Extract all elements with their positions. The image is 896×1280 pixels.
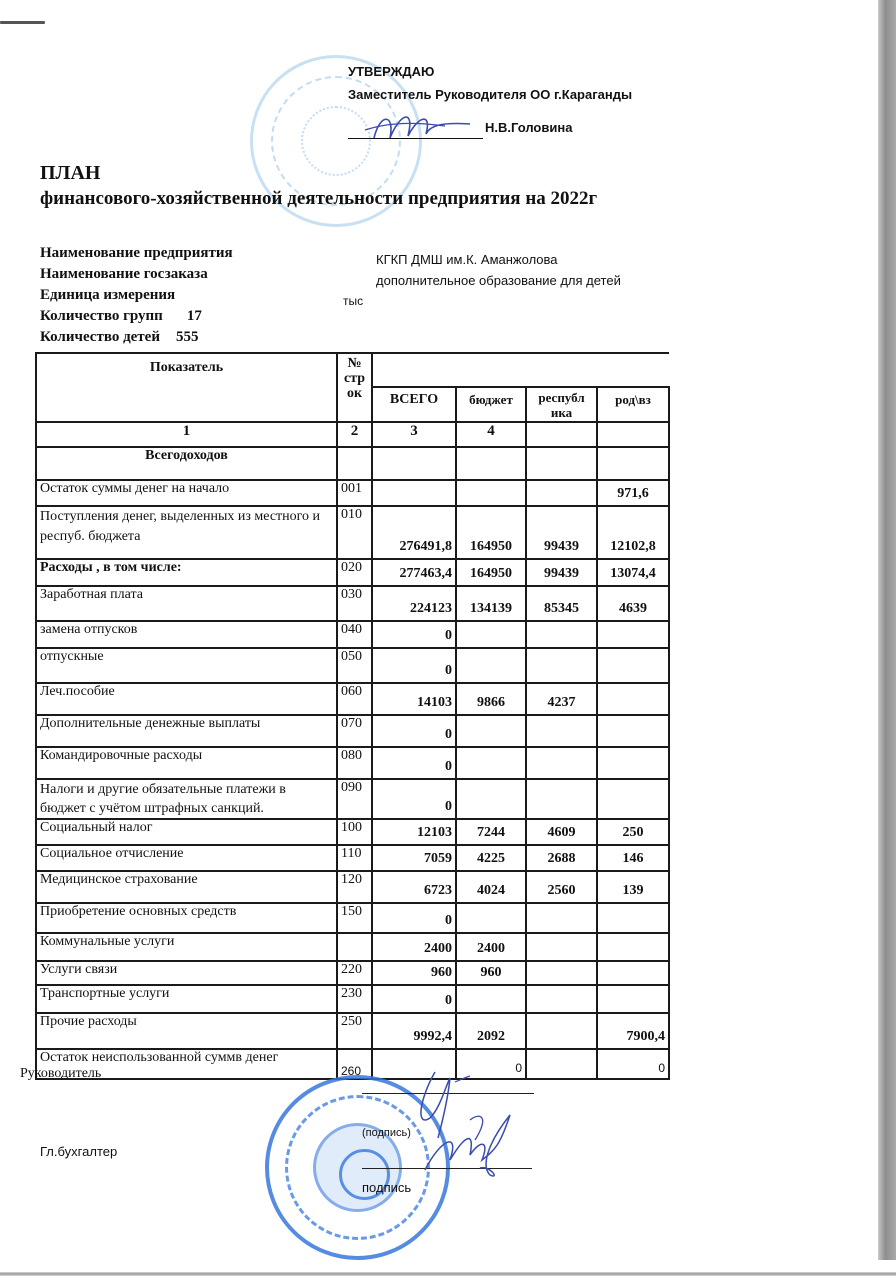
row-code: 030 [337, 586, 372, 621]
meta-labels [40, 243, 233, 348]
accountant-label: Гл.бухгалтер [40, 1144, 118, 1159]
table-row [36, 985, 669, 1013]
row-total: 7059 [372, 845, 456, 871]
row-code: 090 [337, 779, 372, 819]
row-code: 040 [337, 621, 372, 648]
financial-plan-table [35, 352, 670, 1080]
row-total: 0 [372, 985, 456, 1013]
table-row [36, 819, 669, 845]
row-parent: 4639 [597, 586, 669, 621]
row-budget: 2092 [456, 1013, 526, 1049]
table-row [36, 648, 669, 683]
row-budget [456, 985, 526, 1013]
colnum-2: 2 [337, 422, 372, 447]
table-row [36, 559, 669, 586]
row-budget [456, 648, 526, 683]
row-total: 0 [372, 747, 456, 779]
section-title: Всегодоходов [36, 447, 337, 480]
row-name: Поступления денег, выделенных из местного и респуб. бюджета [36, 506, 337, 559]
row-parent [597, 779, 669, 819]
table-row [36, 1013, 669, 1049]
row-name: отпускные [36, 648, 337, 683]
row-parent: 13074,4 [597, 559, 669, 586]
row-parent: 0 [597, 1049, 669, 1079]
row-code [337, 933, 372, 961]
table-row [36, 586, 669, 621]
approval-position: Заместитель Руководителя ОО г.Караганды [348, 87, 633, 102]
row-name: Прочие расходы [36, 1013, 337, 1049]
row-total: 0 [372, 648, 456, 683]
row-republic: 99439 [526, 506, 597, 559]
row-parent [597, 715, 669, 747]
table-row [36, 961, 669, 985]
row-republic [526, 985, 597, 1013]
row-name: Медицинское страхование [36, 871, 337, 903]
header-total: ВСЕГО [372, 387, 456, 422]
colnum-6 [597, 422, 669, 447]
row-name: Леч.пособие [36, 683, 337, 715]
unit-value: тыс [343, 294, 364, 308]
row-republic: 4237 [526, 683, 597, 715]
row-code: 220 [337, 961, 372, 985]
row-budget: 2400 [456, 933, 526, 961]
row-code: 070 [337, 715, 372, 747]
colnum-3: 3 [372, 422, 456, 447]
row-name: замена отпусков [36, 621, 337, 648]
row-parent [597, 903, 669, 933]
row-total: 0 [372, 903, 456, 933]
row-code: 260 [337, 1049, 372, 1079]
row-parent: 7900,4 [597, 1013, 669, 1049]
header-republic: республ ика [526, 387, 597, 422]
row-total: 12103 [372, 819, 456, 845]
row-name: Расходы , в том числе: [36, 559, 337, 586]
row-total: 9992,4 [372, 1013, 456, 1049]
unit-label: Единица измерения [40, 287, 176, 303]
row-parent [597, 648, 669, 683]
row-republic [526, 621, 597, 648]
row-budget: 164950 [456, 506, 526, 559]
row-republic [526, 903, 597, 933]
row-parent [597, 747, 669, 779]
table-row [36, 747, 669, 779]
colnum-4: 4 [456, 422, 526, 447]
row-name: Дополнительные денежные выплаты [36, 715, 337, 747]
row-total: 0 [372, 715, 456, 747]
row-budget: 4225 [456, 845, 526, 871]
row-budget [456, 715, 526, 747]
row-total: 960 [372, 961, 456, 985]
row-parent: 12102,8 [597, 506, 669, 559]
document-title [40, 160, 597, 212]
row-code: 100 [337, 819, 372, 845]
row-name: Социальный налог [36, 819, 337, 845]
row-name: Налоги и другие обязательные платежи в бюджет с учётом штрафных санкций. [36, 779, 337, 819]
row-total: 0 [372, 621, 456, 648]
groups-value: 17 [186, 308, 202, 324]
row-parent: 971,6 [597, 480, 669, 506]
row-republic: 4609 [526, 819, 597, 845]
row-republic [526, 1013, 597, 1049]
enterprise-value: КГКП ДМШ им.К. Аманжолова [376, 252, 558, 267]
table-row [36, 480, 669, 506]
row-budget [456, 747, 526, 779]
accountant-signature-icon [420, 1110, 520, 1190]
row-parent [597, 961, 669, 985]
row-total [372, 480, 456, 506]
row-budget: 7244 [456, 819, 526, 845]
children-value: 555 [175, 329, 199, 345]
groups-label: Количество групп [40, 308, 163, 324]
row-republic: 2688 [526, 845, 597, 871]
row-name: Заработная плата [36, 586, 337, 621]
head-label: Руководитель [20, 1066, 102, 1081]
scan-edge-bottom [0, 1272, 896, 1276]
table-row [36, 621, 669, 648]
row-budget: 0 [456, 1049, 526, 1079]
header-indicator: Показатель [36, 353, 337, 422]
row-budget: 960 [456, 961, 526, 985]
table-row [36, 871, 669, 903]
row-republic [526, 961, 597, 985]
colnum-1: 1 [36, 422, 337, 447]
row-code: 120 [337, 871, 372, 903]
row-republic [526, 747, 597, 779]
row-total: 0 [372, 779, 456, 819]
row-code: 230 [337, 985, 372, 1013]
order-label: Наименование госзаказа [40, 266, 208, 282]
table-row [36, 779, 669, 819]
row-republic [526, 648, 597, 683]
row-code: 020 [337, 559, 372, 586]
scan-edge-right [878, 0, 896, 1260]
row-republic: 99439 [526, 559, 597, 586]
title-line-2: финансового-хозяйственной деятельности предприятия на 2022г [40, 188, 598, 209]
header-row-number: № стр ок [337, 353, 372, 422]
row-republic [526, 779, 597, 819]
row-budget: 4024 [456, 871, 526, 903]
row-republic: 85345 [526, 586, 597, 621]
row-parent [597, 933, 669, 961]
approval-signature-icon [360, 108, 480, 148]
title-line-1: ПЛАН [40, 162, 101, 184]
header-budget: бюджет [456, 387, 526, 422]
row-budget [456, 779, 526, 819]
row-parent [597, 621, 669, 648]
row-name: Коммунальные услуги [36, 933, 337, 961]
row-republic [526, 933, 597, 961]
row-total: 276491,8 [372, 506, 456, 559]
table-row [36, 903, 669, 933]
row-total: 277463,4 [372, 559, 456, 586]
row-republic [526, 480, 597, 506]
row-total: 6723 [372, 871, 456, 903]
row-budget [456, 621, 526, 648]
row-name: Услуги связи [36, 961, 337, 985]
row-name: Социальное отчисление [36, 845, 337, 871]
enterprise-label: Наименование предприятия [40, 245, 233, 261]
approval-label: УТВЕРЖДАЮ [348, 64, 435, 79]
row-budget: 164950 [456, 559, 526, 586]
accountant-signature-caption: подпись [362, 1180, 412, 1195]
order-value: дополнительное образование для детей [376, 273, 621, 288]
table-row [36, 933, 669, 961]
row-budget [456, 903, 526, 933]
row-budget: 9866 [456, 683, 526, 715]
row-total: 2400 [372, 933, 456, 961]
row-code: 250 [337, 1013, 372, 1049]
row-code: 150 [337, 903, 372, 933]
table-row [36, 506, 669, 559]
header-parent: род\вз [597, 387, 669, 422]
row-name: Командировочные расходы [36, 747, 337, 779]
row-name: Остаток суммы денег на начало [36, 480, 337, 506]
head-signature-caption: (подпись) [362, 1127, 411, 1139]
table-row [36, 683, 669, 715]
row-total: 224123 [372, 586, 456, 621]
children-label: Количество детей [40, 329, 160, 345]
row-code: 050 [337, 648, 372, 683]
row-budget [456, 480, 526, 506]
table-row [36, 715, 669, 747]
row-name: Остаток неиспользованной суммв денег [36, 1049, 337, 1079]
row-budget: 134139 [456, 586, 526, 621]
colnum-5 [526, 422, 597, 447]
scan-mark [0, 21, 45, 24]
row-code: 080 [337, 747, 372, 779]
row-code: 001 [337, 480, 372, 506]
approval-signatory: Н.В.Головина [485, 120, 573, 135]
table-row [36, 845, 669, 871]
row-republic: 2560 [526, 871, 597, 903]
row-parent [597, 683, 669, 715]
row-parent [597, 985, 669, 1013]
row-name: Приобретение основных средств [36, 903, 337, 933]
row-republic [526, 715, 597, 747]
row-parent: 139 [597, 871, 669, 903]
row-name: Транспортные услуги [36, 985, 337, 1013]
row-code: 060 [337, 683, 372, 715]
row-republic [526, 1049, 597, 1079]
row-parent: 146 [597, 845, 669, 871]
row-parent: 250 [597, 819, 669, 845]
meta-values [376, 249, 621, 291]
header-funding-sources [372, 353, 669, 387]
row-code: 110 [337, 845, 372, 871]
row-code: 010 [337, 506, 372, 559]
row-total: 14103 [372, 683, 456, 715]
